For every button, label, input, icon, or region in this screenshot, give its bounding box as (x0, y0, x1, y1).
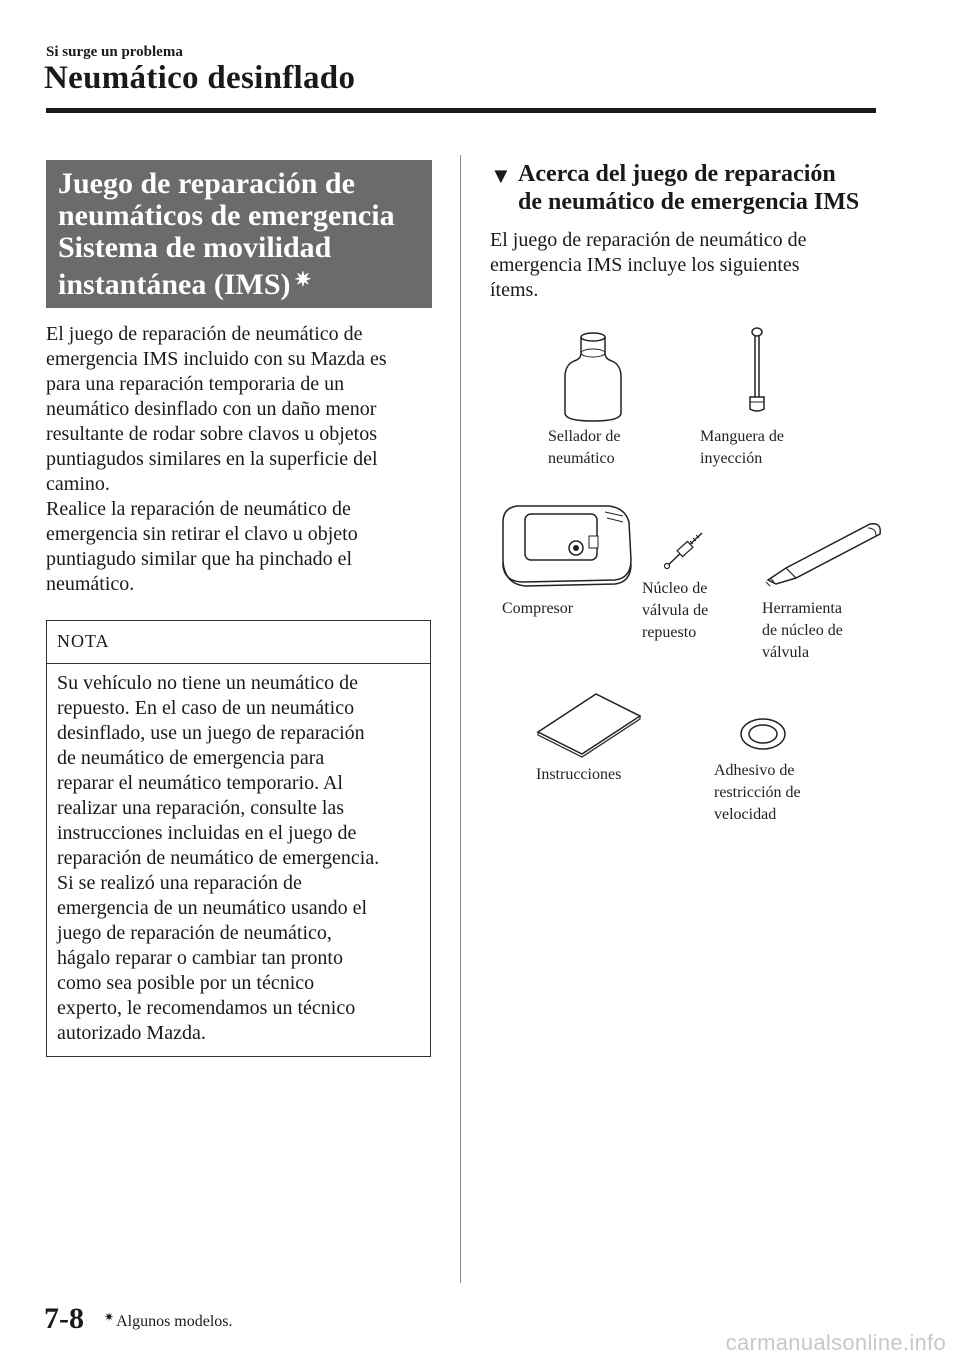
instructions-caption: Instrucciones (536, 766, 622, 783)
note-box (46, 620, 431, 1057)
note-text: Su vehículo no tiene un neumático de repuesto. En el caso de un neumático desinflado, use un juego de reparación de neumático de emergencia para reparar el neumático temporario. Al realizar una reparación, consulte las instrucciones incluidas en el juego de reparación de neumático de emergencia. Si se realizó una reparación de emergencia de un neumático usando el juego de reparación de neumático, hágalo reparar o cambiar tan pronto como sea posible por un técnico experto, le recomendamos un técnico autorizado Mazda. (57, 672, 380, 1044)
triangle-marker-icon: ▼ (490, 163, 512, 188)
heading-line: Sistema de movilidad (58, 231, 332, 264)
compressor-icon (497, 500, 637, 592)
speed-sticker-caption: Adhesivo de restricción de velocidad (714, 762, 801, 823)
valve-core-icon (660, 527, 710, 573)
note-title: NOTA (57, 631, 110, 651)
sealant-caption: Sellador de neumático (548, 428, 621, 467)
speed-sticker-icon (738, 716, 788, 752)
heading-line: neumáticos de emergencia (58, 199, 395, 232)
hose-caption: Manguera de inyección (700, 428, 784, 467)
note-divider (47, 663, 430, 664)
title-rule (46, 108, 876, 113)
compressor-caption: Compresor (502, 600, 574, 617)
asterisk-marker: ✷ (294, 269, 312, 291)
valve-tool-caption: Herramienta de núcleo de válvula (762, 600, 843, 661)
instructions-booklet-icon (534, 690, 644, 758)
valve-core-caption: Núcleo de válvula de repuesto (642, 580, 709, 641)
heading-line: Juego de reparación de (58, 167, 355, 200)
page-title: Neumático desinflado (44, 60, 356, 96)
column-divider (460, 155, 461, 1283)
sealant-bottle-icon (558, 325, 628, 425)
repair-paragraph: Realice la reparación de neumático de emergencia sin retirar el clavo u objeto puntiagudo similar que ha pinchado el neumático. (46, 498, 358, 595)
intro-paragraph: El juego de reparación de neumático de emergencia IMS incluido con su Mazda es para una reparación temporaria de un neumático desinflado con un daño menor resultante de rodar sobre clavos u objetos puntiagudos similares en la superficie del camino. (46, 323, 387, 495)
section-heading (46, 160, 432, 308)
valve-core-tool-icon (764, 520, 886, 588)
footnote: ✷ Algunos modelos. (104, 1310, 233, 1330)
asterisk-marker: ✷ (104, 1310, 115, 1324)
page-number: 7-8 (44, 1302, 84, 1335)
injection-hose-icon (742, 327, 772, 415)
kit-heading: ▼ Acerca del juego de reparación de neumático de emergencia IMS (490, 161, 860, 215)
heading-line: instantánea (IMS) ✷ (58, 268, 312, 301)
kit-intro-paragraph: El juego de reparación de neumático de emergencia IMS incluye los siguientes ítems. (490, 229, 807, 301)
section-label: Si surge un problema (46, 44, 183, 60)
watermark: carmanualsonline.info (725, 1330, 946, 1355)
